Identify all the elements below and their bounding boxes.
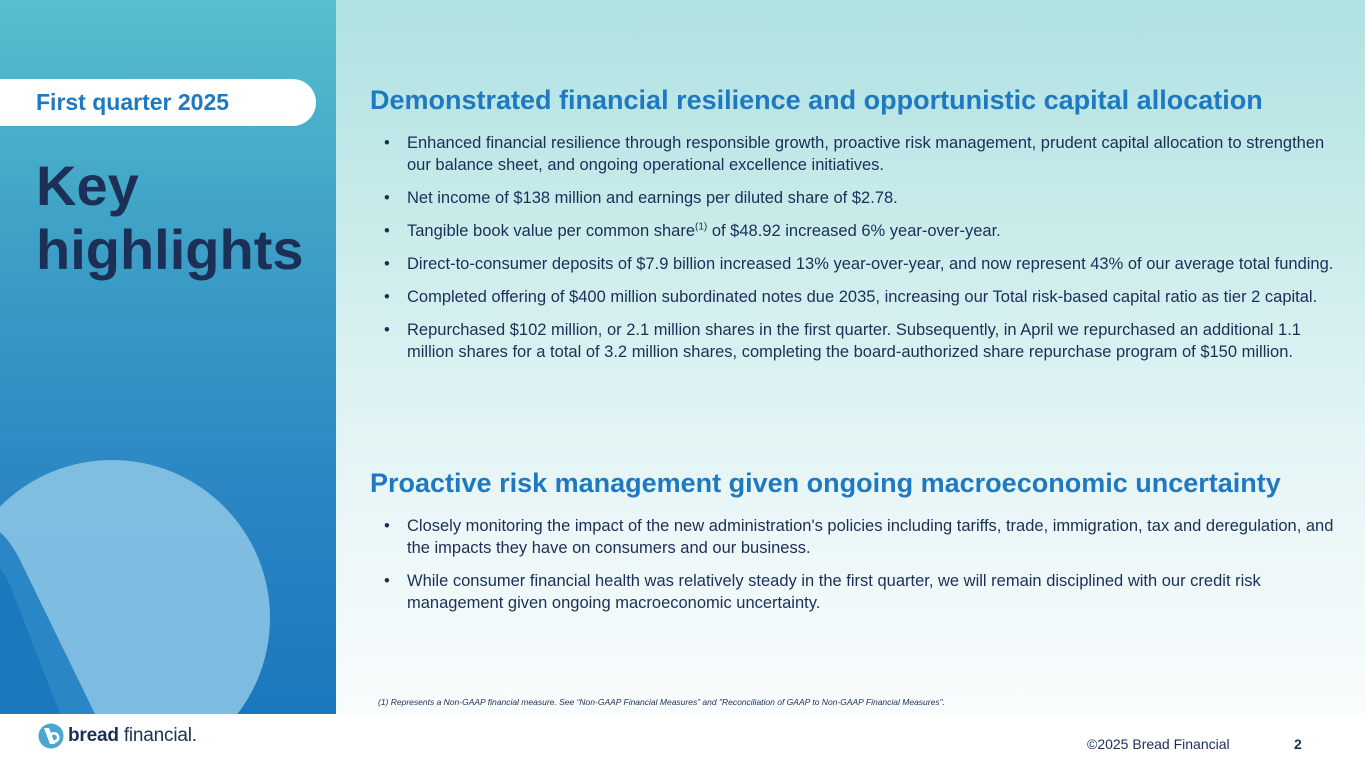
left-panel — [0, 0, 336, 714]
bullet-item: • Direct-to-consumer deposits of $7.9 billion increased 13% year-over-year, and now represent 43% of our average total funding. — [384, 253, 1339, 275]
period-label: First quarter 2025 — [36, 89, 230, 115]
bullet-item: • Net income of $138 million and earnings per diluted share of $2.78. — [384, 187, 1339, 209]
section-heading-risk: Proactive risk management given ongoing macroeconomic uncertainty — [370, 468, 1281, 498]
period-pill — [0, 79, 316, 126]
bullet-item — [384, 220, 1339, 242]
page-title: Key highlights — [36, 154, 304, 281]
bullet-item: • Repurchased $102 million, or 2.1 million shares in the first quarter. Subsequently, in April we repurchased an additional 1.1 million shares for a total of 3.2 million shares, completing the board-authorized share repurchase program of $150 million. — [384, 319, 1339, 363]
bullet-item: • While consumer financial health was relatively steady in the first quarter, we will remain disciplined with our credit risk management given ongoing macroeconomic uncertainty. — [384, 570, 1339, 614]
section-heading-resilience: Demonstrated financial resilience and opportunistic capital allocation — [370, 85, 1263, 115]
company-logo — [38, 723, 197, 749]
footnote-marker: (1) — [695, 221, 708, 233]
logo-word-bold: bread — [68, 725, 119, 746]
footnote: (1) Represents a Non-GAAP financial measure. See “Non-GAAP Financial Measures” and "Reconciliation of GAAP to Non-GAAP Financial Measures". — [378, 697, 945, 707]
bullet-item: • Closely monitoring the impact of the new administration's policies including tariffs, trade, immigration, tax and deregulation, and the impacts they have on consumers and our business. — [384, 515, 1339, 559]
bullet-text: of $48.92 increased 6% year-over-year. — [707, 222, 1001, 240]
bullet-list-risk — [384, 515, 1339, 625]
bullet-item: • Completed offering of $400 million subordinated notes due 2035, increasing our Total risk-based capital ratio as tier 2 capital. — [384, 286, 1339, 308]
page-number: 2 — [1294, 736, 1302, 752]
logo-word-light: financial. — [118, 725, 197, 746]
bread-financial-logo-icon — [38, 723, 64, 749]
copyright: ©2025 Bread Financial — [1087, 736, 1230, 752]
bullet-item: • Enhanced financial resilience through responsible growth, proactive risk management, prudent capital allocation to strengthen our balance sheet, and ongoing operational excellence initiatives. — [384, 132, 1339, 176]
logo-wordmark — [68, 725, 197, 747]
bullet-list-resilience — [384, 132, 1339, 374]
bullet-text: Tangible book value per common share — [407, 222, 696, 240]
